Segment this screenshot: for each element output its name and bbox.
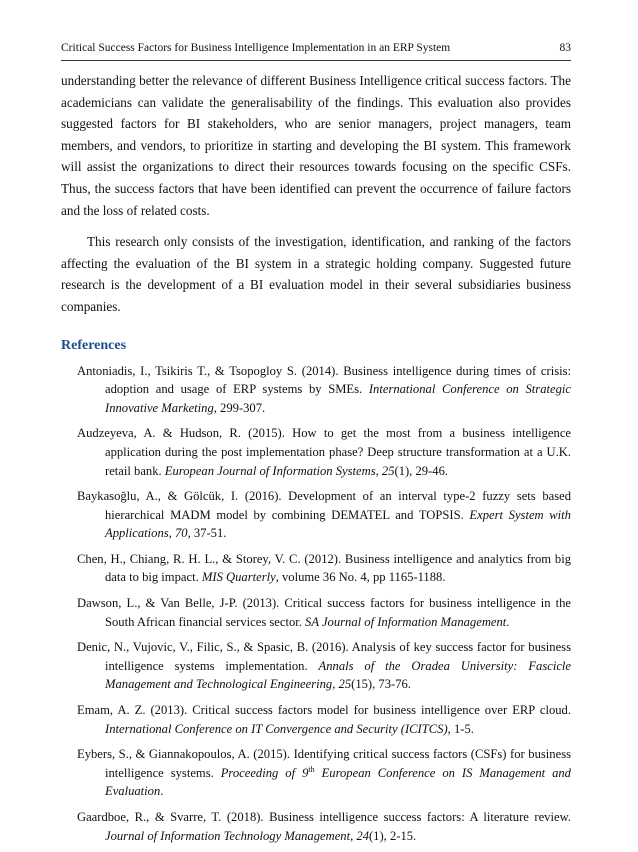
- reference-item: Emam, A. Z. (2013). Critical success factors model for business intelligence over ERP cloud. International Conference on IT Convergence and Security (ICITCS), 1-5.: [77, 703, 571, 736]
- page-body: [61, 70, 571, 852]
- reference-item: Audzeyeva, A. & Hudson, R. (2015). How to get the most from a business intelligence application during the post implementation phase? Deep structure transformation at a U.K. retail bank. European Journal of Information Systems, 25(1), 29-46.: [77, 426, 571, 478]
- reference-list: [61, 362, 571, 846]
- paragraph-conclusion-continued: understanding better the relevance of different Business Intelligence critical success factors. The academicians can validate the generalisability of the findings. This evaluation also provides suggested factors for BI stakeholders, who are senior managers, project managers, team members, and vendors, to prioritize in starting and developing the BI system. This framework will assist the organizations to direct their resources towards focusing on the specific CSFs. Thus, the success factors that have been identified can prevent the occurrence of failure factors and the loss of related costs.: [61, 73, 571, 218]
- paragraph-limitations: This research only consists of the investigation, identification, and ranking of the factors affecting the evaluation of the BI system in a strategic holding company. Suggested future research is the development of a BI evaluation model in their several subsidiaries business companies.: [61, 234, 571, 314]
- reference-item: Eybers, S., & Giannakopoulos, A. (2015). Identifying critical success factors (CSFs) for business intelligence systems. Proceeding of 9th European Conference on IS Management and Evaluation.: [77, 747, 571, 799]
- reference-item: Baykasoğlu, A., & Gölcük, I. (2016). Development of an interval type-2 fuzzy sets based hierarchical MADM model by combining DEMATEL and TOPSIS. Expert System with Applications, 70, 37-51.: [77, 489, 571, 541]
- page-number: 83: [559, 42, 571, 54]
- reference-item: Chen, H., Chiang, R. H. L., & Storey, V. C. (2012). Business intelligence and analytics from big data to big impact. MIS Quarterly, volume 36 No. 4, pp 1165-1188.: [77, 551, 571, 585]
- reference-item: Gaardboe, R., & Svarre, T. (2018). Business intelligence success factors: A literature review. Journal of Information Technology Management, 24(1), 2-15.: [77, 810, 571, 843]
- reference-item: Dawson, L., & Van Belle, J-P. (2013). Critical success factors for business intelligence in the South African financial services sector. SA Journal of Information Management.: [77, 596, 571, 629]
- references-heading: References: [61, 337, 127, 353]
- running-title: Critical Success Factors for Business Intelligence Implementation in an ERP System: [61, 42, 451, 54]
- reference-item: Antoniadis, I., Tsikiris T., & Tsopogloy S. (2014). Business intelligence during times of crisis: adoption and usage of ERP systems by SMEs. International Conference on Strategic Innovative Marketing, 299-307.: [77, 363, 571, 415]
- running-header: [61, 40, 571, 61]
- reference-item: Denic, N., Vujovic, V., Filic, S., & Spasic, B. (2016). Analysis of key success factor for business intelligence systems implementation. Annals of the Oradea University: Fascicle Management and Technological Engineering, 25(15), 73-76.: [77, 640, 571, 692]
